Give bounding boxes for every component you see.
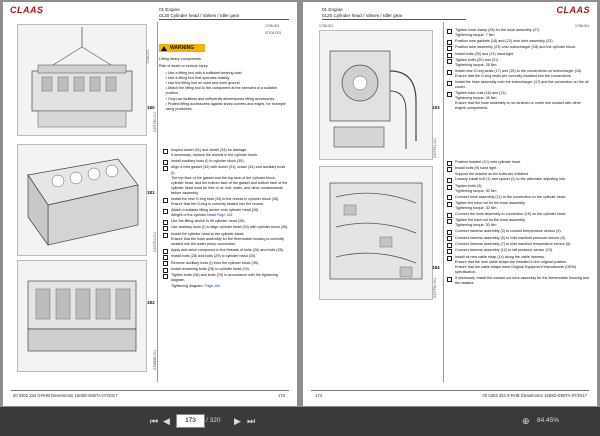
page-number: 174: [315, 393, 322, 398]
warning-bullet: • Protect lifting accessories against sharp corners and edges, for example using protectors.: [165, 101, 286, 112]
checkbox-icon: [447, 70, 452, 75]
checkbox-icon: [163, 209, 168, 214]
image-ref: 1708-001: [146, 49, 150, 64]
checkbox-icon: [163, 261, 168, 266]
checkbox-icon: [447, 92, 452, 97]
step-item: Tighten bolts (28) and bolts (29) in accordance with the tightening diagram. Tightening diagram: Page 166: [163, 273, 289, 289]
checkbox-icon: [163, 226, 168, 231]
zoom-level[interactable]: 84.45%: [537, 417, 560, 424]
image-ref: 07104-001: [265, 31, 282, 35]
next-page-icon[interactable]: ▶: [234, 416, 241, 426]
warning-bullets: [159, 71, 289, 113]
header-divider: [322, 19, 466, 20]
prev-page-icon[interactable]: ◀: [163, 416, 170, 426]
step-item: Connect the hose assembly to connection (15) on the cylinder head.: [447, 212, 589, 218]
checkbox-icon: [447, 59, 452, 64]
checkbox-icon: [447, 81, 452, 86]
footer-doc-id: 00 0302 334 0-RHB Dieselmotor 1506D-E88TA-07/2017: [482, 393, 587, 398]
warning-bullet: • Use the lifting tool on solid and even ground.: [165, 81, 241, 85]
harness-illustration: [319, 166, 433, 300]
image-ref: ZJ07740-001: [153, 112, 157, 132]
step-number: 184: [432, 265, 440, 270]
checkbox-icon: [447, 178, 452, 183]
page-header: [322, 7, 402, 19]
step-item: Connect harness assembly (5) to inlet manifold pressure sensor (6).: [447, 236, 589, 242]
step-item: Tighten the tube nut for the hose assembly. Tightening torque: 30 Nm: [447, 218, 589, 228]
zoom-icon[interactable]: ⊕: [522, 416, 530, 426]
warning-label: WARNING: [170, 45, 195, 51]
step-number: 183: [432, 105, 440, 110]
checkbox-icon: [163, 198, 168, 203]
step-item: If necessary, install the coolant out tube assembly for the thermostats housing and the radiator.: [447, 276, 589, 286]
step-item: Use auxiliary tools (I) to align cylinder head (30) with cylinder block (35).: [163, 225, 289, 231]
image-ref: 1708-001: [265, 24, 280, 28]
checkbox-icon: [447, 256, 452, 261]
page-link[interactable]: Page 166: [216, 213, 233, 218]
checkbox-icon: [163, 268, 168, 273]
cylinder-block-illustration: [17, 144, 147, 256]
step-item: Apply anti-seize compound to the threads of bolts (26) and bolts (28).: [163, 248, 289, 254]
claas-logo: CLAAS: [556, 5, 590, 15]
checkbox-icon: [163, 160, 168, 165]
checkbox-icon: [447, 40, 452, 45]
step-number: 181: [147, 190, 155, 195]
engine-lifting-illustration: [17, 24, 147, 136]
step-item: Connect hose assembly (11) to the connection on the cylinder head.: [447, 195, 589, 201]
step-list: [447, 28, 589, 112]
checkbox-icon: [447, 161, 452, 166]
step-item: Install the new O-ring seal (33) to the recess in cylinder block (35). Ensure that the O-ring is correctly seated into the recess.: [163, 197, 289, 207]
image-ref: ZJ07752-001: [433, 278, 437, 298]
checkbox-icon: [447, 213, 452, 218]
checkbox-icon: [447, 195, 452, 200]
step-item: Install auxiliary tools (I) to cylinder block (35).: [163, 159, 289, 165]
section-title: 0120 Cylinder head / Valves / Idler gear: [159, 13, 240, 18]
checkbox-icon: [447, 202, 452, 207]
step-item: Position tube assembly (23) onto turbocharger (18) and the cylinder block.: [447, 45, 589, 51]
checkbox-icon: [163, 233, 168, 238]
footer-divider: [11, 390, 289, 391]
checkbox-icon: [447, 29, 452, 34]
image-ref: ZJ08856-001: [153, 350, 157, 370]
warning-badge: [159, 44, 205, 52]
page-total: / 320: [206, 417, 221, 424]
column-divider: [157, 22, 158, 382]
checkbox-icon: [163, 149, 168, 154]
step-item: Install bolts (28) and bolts (29) to cylinder head (30).: [163, 254, 289, 260]
header-divider: [159, 19, 289, 20]
step-item: Inspect dowel (31) and dowel (34) for damage. If necessary, replace the dowels in the cylinder block.: [163, 148, 289, 158]
column-divider: [443, 22, 444, 382]
warning-line: Lifting heavy components.: [159, 57, 202, 61]
step-item: Remove auxiliary tools (I) from the cylinder block (35).: [163, 261, 289, 267]
document-page-right: [303, 2, 597, 406]
checkbox-icon: [447, 243, 452, 248]
page-header: [159, 7, 239, 19]
document-page-left: [3, 2, 297, 406]
step-item: Tighten hose clamp (26) for the hose assembly (27). Tightening torque: 7 Nm: [447, 28, 589, 38]
checkbox-icon: [447, 236, 452, 241]
step-item: Install bolts (20) and (21) hand tight.: [447, 52, 589, 58]
checkbox-icon: [447, 167, 452, 172]
warning-bullet: • Only use faultless and sufficiently dimensioned lifting accessories.: [165, 96, 276, 101]
page-link[interactable]: Page 166: [204, 283, 221, 288]
step-item: Install all new cable strap (14) along the cable harness. Ensure that the new cable straps are installed in the original position. Ensure that the cable straps meet Original Equipment Manufacture (OEM) specification.: [447, 255, 589, 276]
step-list: [163, 148, 289, 289]
step-item: Install the cylinder head to the cylinder block. Ensure that the hose assembly for the thermostat housing is correctly located into the water pump connection.: [163, 232, 289, 248]
step-item: Connect harness assembly (3) to coolant temperature sensor (4).: [447, 229, 589, 235]
checkbox-icon: [163, 249, 168, 254]
step-item: Tighten bolts (9). Tightening torque: 30 Nm: [447, 184, 589, 194]
step-item: Install new O-ring seals (17) and (25) to the connections on turbocharger (18). Ensure that the O-ring seals are correctly installed into the connections.: [447, 69, 589, 79]
checkbox-icon: [447, 53, 452, 58]
step-item: Install remaining bolts (28) to cylinder head (29).: [163, 267, 289, 273]
checkbox-icon: [163, 220, 168, 225]
checkbox-icon: [163, 274, 168, 279]
page-number: 173: [278, 393, 285, 398]
step-item: Position bracket (10) onto cylinder head.: [447, 160, 589, 166]
warning-bullet: • Use a lifting tool with a sufficient bearing load.: [165, 70, 243, 75]
image-ref: ZJ07751-001: [433, 138, 437, 158]
checkbox-icon: [447, 185, 452, 190]
footer-doc-id: 00 0302 334 0-RHB Dieselmotor 1506D-E88TA-07/2017: [13, 393, 118, 398]
checkbox-icon: [447, 230, 452, 235]
warning-bullet: • Use a lifting tool that operates reliably.: [165, 75, 231, 80]
checkbox-icon: [163, 166, 168, 171]
step-item: Loosely install bolt (1) and spacer (2) to the alternator adjusting link.: [447, 177, 589, 183]
warning-triangle-icon: [161, 46, 167, 51]
checkbox-icon: [447, 249, 452, 254]
chapter-title: 01 Engine: [159, 7, 180, 12]
warning-bullet: • Attach the lifting tool to the component at the intended or a suitable position.: [165, 86, 277, 96]
step-list: [447, 160, 589, 287]
checkbox-icon: [163, 255, 168, 260]
checkbox-icon: [447, 46, 452, 51]
last-page-icon[interactable]: ⏭: [247, 416, 256, 426]
checkbox-icon: [447, 277, 452, 282]
step-number: 182: [147, 300, 155, 305]
cylinder-head-illustration: [17, 260, 147, 372]
step-item: Connect harness assembly (7) to inlet manifold temperature sensor (8).: [447, 242, 589, 248]
step-item: Connect harness assembly (12) to rail pressure sensor (13).: [447, 248, 589, 254]
viewer-toolbar: [0, 407, 600, 436]
footer-divider: [311, 390, 589, 391]
warning-text: [159, 57, 289, 112]
step-number: 180: [147, 105, 155, 110]
chapter-title: 01 Engine: [322, 7, 343, 12]
page-number-input[interactable]: 173: [176, 414, 205, 428]
step-item: Tighten the tube nut for the hose assembly. Tightening torque: 30 Nm: [447, 201, 589, 211]
image-ref: 1708-001: [575, 24, 590, 28]
step-item: Install bolts (9) hand tight. Support the bracket as the bolts are installed.: [447, 166, 589, 176]
step-item: Position new gaskets (18) and (22) onto tube assembly (23).: [447, 39, 589, 45]
checkbox-icon: [447, 219, 452, 224]
first-page-icon[interactable]: ⏮: [150, 416, 159, 426]
step-item: Attach a suitable lifting device onto cylinder head (28). Weight of the cylinder head Page 166: [163, 208, 289, 218]
step-item: Tighten tube nuts (16) and (23). Tightening torque: 45 Nm Ensure that the hose assembly is not strained or come into contact with other engine components.: [447, 91, 589, 112]
turbocharger-illustration: [319, 30, 433, 160]
claas-logo: CLAAS: [10, 5, 44, 15]
section-title: 0120 Cylinder head / Valves / Idler gear: [322, 13, 403, 18]
image-ref: 1708-001: [319, 24, 334, 28]
step-item: Use the lifting device to lift cylinder head (30).: [163, 219, 289, 225]
step-item: Tighten bolts (20) and (21). Tightening torque: 28 Nm: [447, 58, 589, 68]
image-ref: ZJ07731-001: [153, 232, 157, 252]
step-item: Align a new gasket (32) with dowel (31), dowel (34) and auxiliary tools (I). The top face of the gasket and the top face of the cylinder block, cylinder head, and the bottom face of the gasket and bottom face of the cylinder head must be free of oil, fuel, water, and other contaminants before assembly.: [163, 165, 289, 196]
warning-line: Risk of death or serious injury.: [159, 63, 209, 68]
step-item: Install the hose assembly onto the turbocharger (17) and the connection on the oil cooler.: [447, 80, 589, 90]
